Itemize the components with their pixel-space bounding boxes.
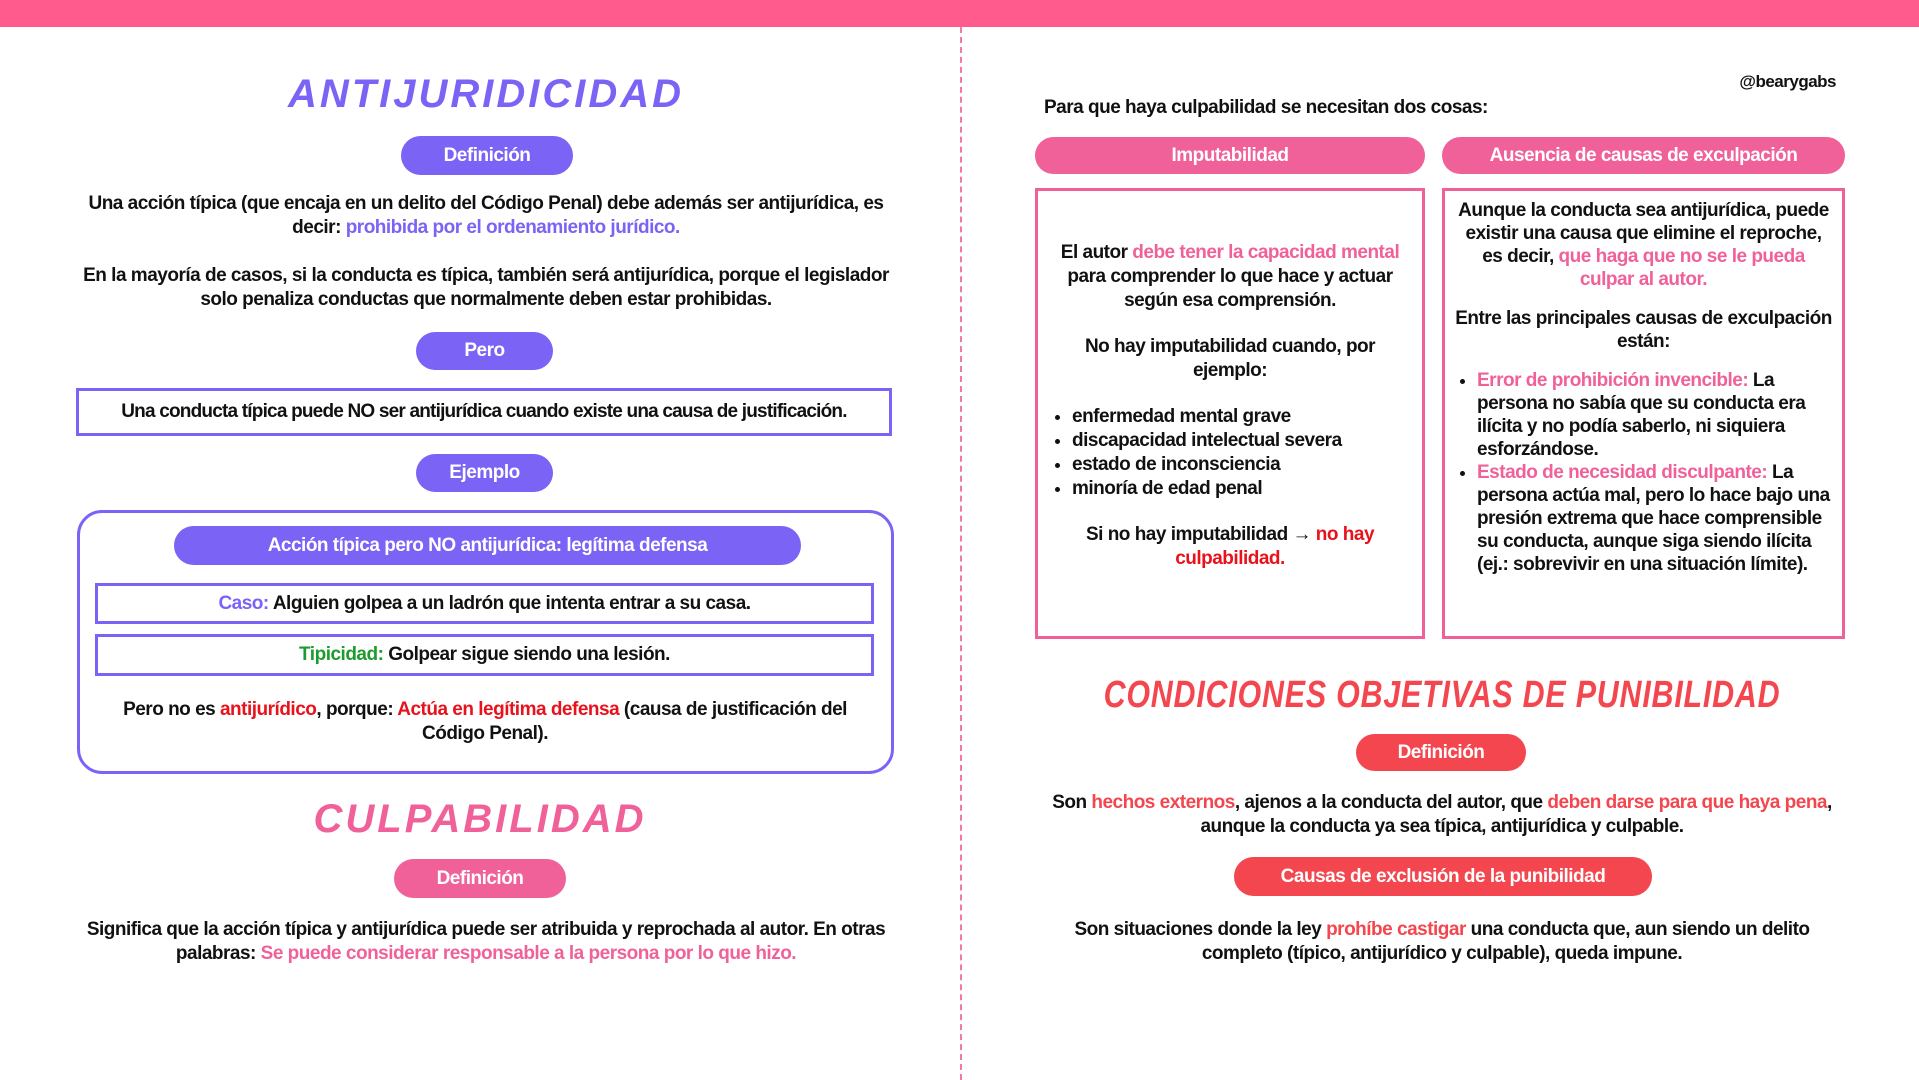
culpabilidad-definition-text <box>70 918 902 966</box>
text: (causa de justificación del Código Penal). <box>422 699 847 744</box>
caso-label: Caso: <box>218 592 269 614</box>
text: El autor <box>1060 242 1133 263</box>
condiciones-title-wrap <box>980 672 1904 720</box>
author-handle: @bearygabs <box>1739 72 1836 91</box>
exculpacion-pill: Ausencia de causas de exculpación <box>1442 137 1845 174</box>
imputabilidad-p1 <box>1050 241 1410 313</box>
text: Significa que la acción típica y antijurídica puede ser atribuida y reprochada al autor. En otras palabras: <box>86 919 886 964</box>
imputabilidad-p2: No hay imputabilidad cuando, por ejemplo: <box>1084 336 1376 381</box>
text: Son situaciones donde la ley <box>1074 919 1327 940</box>
highlight: Se puede considerar responsable a la persona por lo que hizo. <box>260 943 797 964</box>
highlight: prohibida por el ordenamiento jurídico. <box>345 217 680 238</box>
ejemplo-header-pill: Acción típica pero NO antijurídica: legítima defensa <box>174 526 801 565</box>
antijuridicidad-paragraph: En la mayoría de casos, si la conducta es típica, también será antijurídica, porque el legislador solo penaliza conductas que normalmente deben estar prohibidas. <box>83 265 889 310</box>
tipicidad-box <box>95 634 874 676</box>
highlight: antijurídico <box>219 699 317 720</box>
ejemplo-pill: Ejemplo <box>416 454 553 492</box>
exculpacion-box <box>1442 188 1845 639</box>
culpabilidad-title: CULPABILIDAD <box>313 797 647 841</box>
condiciones-definition-text <box>1030 791 1854 839</box>
tipicidad-text: Golpear sigue siendo una lesión. <box>383 644 670 665</box>
text: , aunque la conducta ya sea típica, antijurídica y culpable. <box>1200 792 1832 837</box>
exculpacion-p2: Entre las principales causas de exculpación están: <box>1455 308 1832 352</box>
imputabilidad-box <box>1035 188 1425 639</box>
list-item: • minoría de edad penal <box>1072 477 1410 501</box>
antijuridicidad-title: ANTIJURIDICIDAD <box>287 72 685 116</box>
imputabilidad-p3 <box>1050 523 1410 571</box>
exculpacion-list <box>1455 369 1832 576</box>
caso-box <box>95 583 874 624</box>
list-item: • estado de inconsciencia <box>1072 453 1410 477</box>
term: Estado de necesidad disculpante: <box>1477 462 1768 483</box>
exculpacion-p1 <box>1455 199 1832 291</box>
highlight: Actúa en legítima defensa <box>397 699 620 720</box>
culpabilidad-definition-pill: Definición <box>394 859 566 898</box>
list-item <box>1477 461 1832 576</box>
highlight: deben darse para que haya pena <box>1547 792 1828 813</box>
antijuridicidad-definition-text <box>76 192 896 240</box>
exclusion-text <box>1050 918 1834 966</box>
condiciones-definition-pill: Definición <box>1356 734 1526 771</box>
antijuridicidad-definition-pill: Definición <box>401 136 573 175</box>
highlight: hechos externos <box>1091 792 1235 813</box>
top-bar <box>0 0 1919 27</box>
condiciones-title: CONDICIONES OBJETIVAS DE PUNIBILIDAD <box>1103 674 1781 716</box>
text: La persona actúa mal, pero lo hace bajo una presión extrema que hace comprensible su conducta, aunque siga siendo ilícita (ej.: sobrevivir en una situación límite). <box>1477 462 1830 575</box>
list-item: • enfermedad mental grave <box>1072 405 1410 429</box>
page-divider <box>960 27 962 1080</box>
highlight: que haga que no se le pueda culpar al autor. <box>1558 246 1805 290</box>
imputabilidad-pill: Imputabilidad <box>1035 137 1425 174</box>
text: Una acción típica (que encaja en un delito del Código Penal) debe además ser antijurídica, es decir: <box>88 193 884 238</box>
highlight: no hay culpabilidad. <box>1175 524 1375 569</box>
text: una conducta que, aun siendo un delito completo (típico, antijurídico y culpable), queda impune. <box>1201 919 1810 964</box>
text: La persona no sabía que su conducta era ilícita y no podía saberlo, ni siquiera esforzándose. <box>1477 370 1806 460</box>
caso-text: Alguien golpea a un ladrón que intenta entrar a su casa. <box>268 592 751 614</box>
highlight: prohíbe castigar <box>1326 919 1466 940</box>
text: Pero no es <box>123 699 220 720</box>
imputabilidad-list <box>1050 405 1410 501</box>
list-item: • discapacidad intelectual severa <box>1072 429 1410 453</box>
pero-pill: Pero <box>416 332 553 370</box>
pero-box: Una conducta típica puede NO ser antijurídica cuando existe una causa de justificación. <box>76 388 892 436</box>
culpabilidad-intro: Para que haya culpabilidad se necesitan dos cosas: <box>1044 97 1488 118</box>
term: Error de prohibición invencible: <box>1477 370 1749 391</box>
text: , ajenos a la conducta del autor, que <box>1234 792 1548 813</box>
text: Aunque la conducta sea antijurídica, puede existir una causa que elimine el reproche, es decir, <box>1458 200 1829 267</box>
text: Si no hay imputabilidad → <box>1085 524 1316 545</box>
text: , porque: <box>316 699 398 720</box>
ejemplo-conclusion <box>100 698 870 746</box>
list-item <box>1477 369 1832 461</box>
exclusion-pill: Causas de exclusión de la punibilidad <box>1234 857 1652 896</box>
text: Son <box>1052 792 1092 813</box>
highlight: debe tener la capacidad mental <box>1132 242 1400 263</box>
tipicidad-label: Tipicidad: <box>299 644 384 665</box>
text: para comprender lo que hace y actuar según esa comprensión. <box>1067 266 1393 311</box>
